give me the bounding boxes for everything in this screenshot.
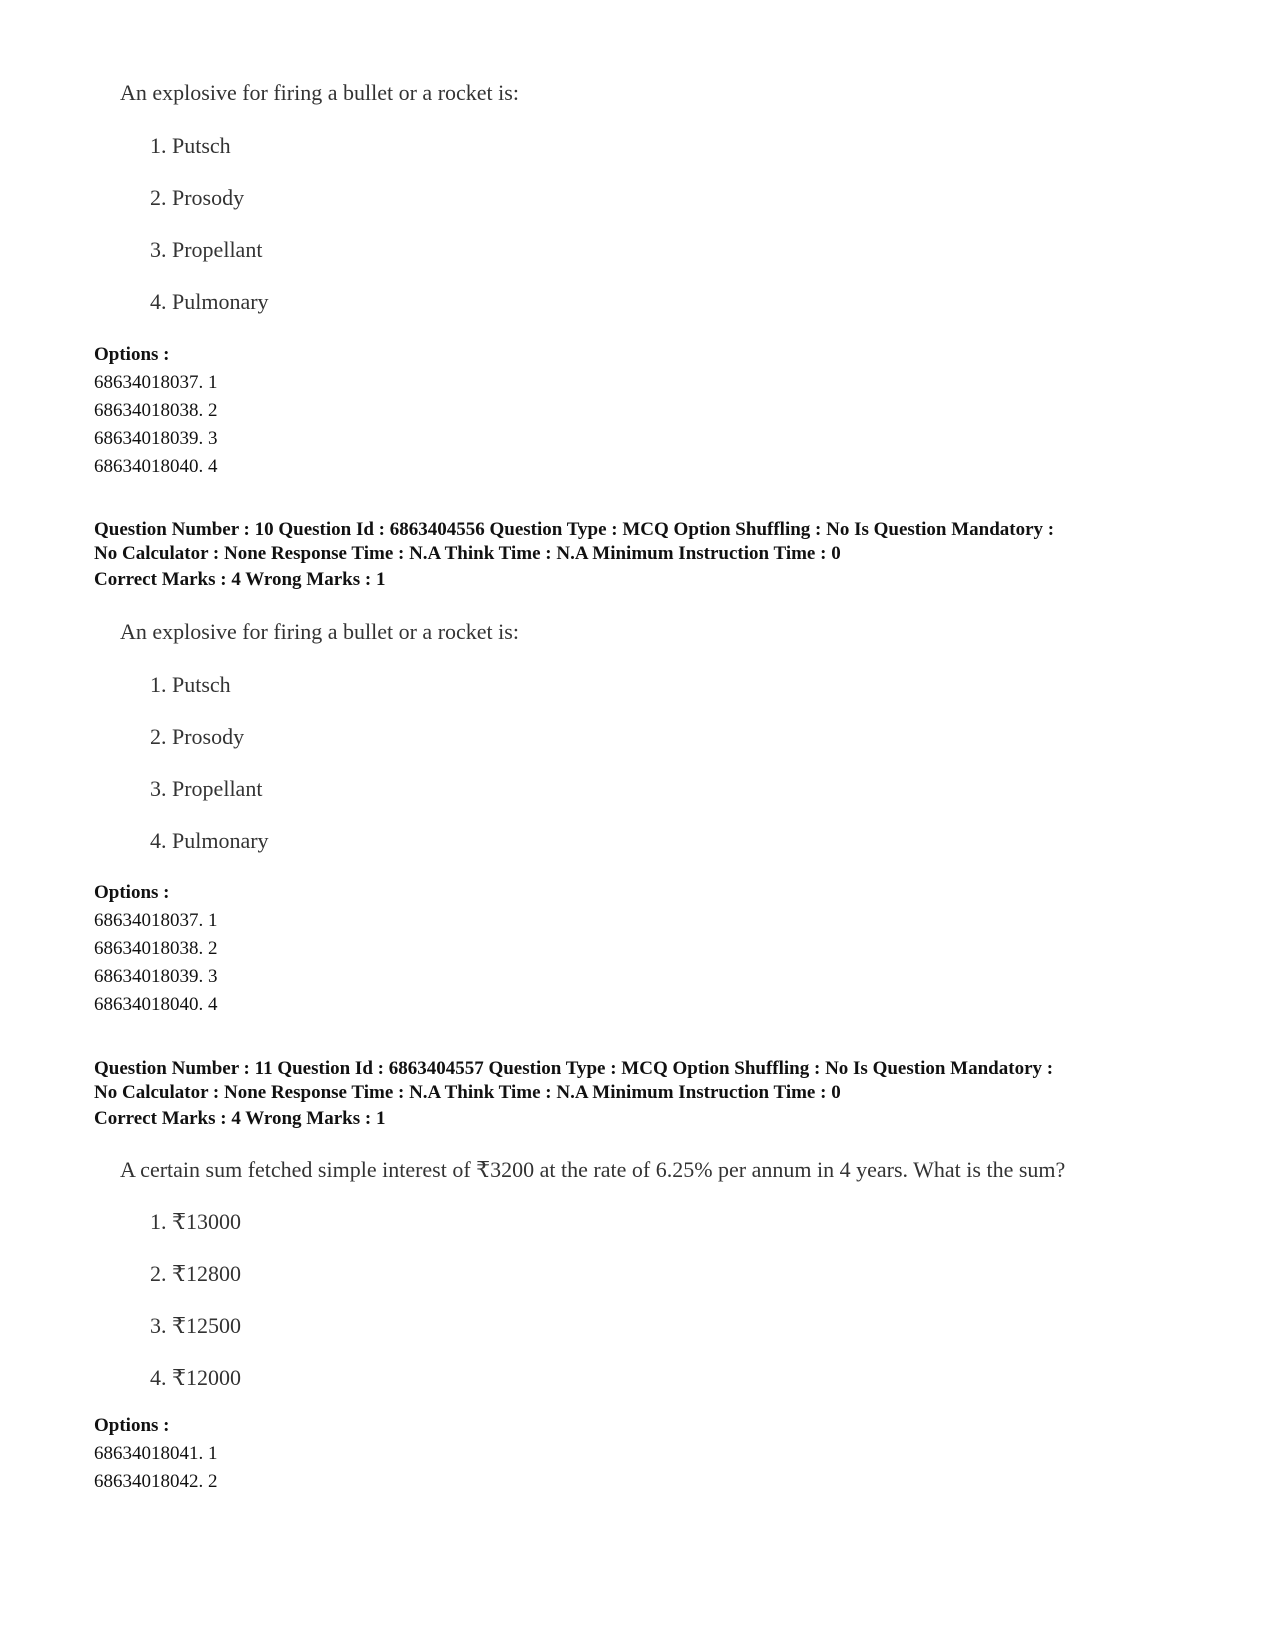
choice-2: 2. Prosody — [150, 185, 245, 210]
question-meta-line2: No Calculator : None Response Time : N.A Think Time : N.A Minimum Instruction Time : 0 — [94, 543, 841, 564]
choice-4: 4. Pulmonary — [150, 828, 269, 853]
question-meta-line1: Question Number : 11 Question Id : 6863404557 Question Type : MCQ Option Shuffling : No Is Question Mandatory : — [94, 1058, 1054, 1079]
choice-3: 3. Propellant — [150, 776, 263, 801]
option-code-2: 68634018038. 2 — [94, 400, 218, 421]
choice-1: 1. Putsch — [150, 133, 231, 158]
option-code-2: 68634018042. 2 — [94, 1471, 218, 1492]
choice-1: 1. ₹13000 — [150, 1209, 241, 1234]
question-text: An explosive for firing a bullet or a rocket is: — [120, 619, 519, 644]
option-code-4: 68634018040. 4 — [94, 456, 218, 477]
option-code-2: 68634018038. 2 — [94, 938, 218, 959]
option-code-4: 68634018040. 4 — [94, 994, 218, 1015]
option-code-1: 68634018041. 1 — [94, 1443, 218, 1464]
choice-2: 2. ₹12800 — [150, 1261, 241, 1286]
question-meta-line1: Question Number : 10 Question Id : 6863404556 Question Type : MCQ Option Shuffling : No Is Question Mandatory : — [94, 519, 1055, 540]
options-label: Options : — [94, 1415, 170, 1436]
question-text: An explosive for firing a bullet or a rocket is: — [120, 80, 519, 105]
option-code-1: 68634018037. 1 — [94, 372, 218, 393]
option-code-1: 68634018037. 1 — [94, 910, 218, 931]
question-marks: Correct Marks : 4 Wrong Marks : 1 — [94, 1108, 386, 1129]
options-label: Options : — [94, 882, 170, 903]
options-label: Options : — [94, 344, 170, 365]
choice-1: 1. Putsch — [150, 672, 231, 697]
question-meta-line2: No Calculator : None Response Time : N.A Think Time : N.A Minimum Instruction Time : 0 — [94, 1082, 841, 1103]
choice-3: 3. Propellant — [150, 237, 263, 262]
option-code-3: 68634018039. 3 — [94, 966, 218, 987]
option-code-3: 68634018039. 3 — [94, 428, 218, 449]
choice-3: 3. ₹12500 — [150, 1313, 241, 1338]
question-marks: Correct Marks : 4 Wrong Marks : 1 — [94, 569, 386, 590]
choice-2: 2. Prosody — [150, 724, 245, 749]
question-text: A certain sum fetched simple interest of ₹3200 at the rate of 6.25% per annum in 4 years. What is the sum? — [120, 1157, 1066, 1182]
choice-4: 4. Pulmonary — [150, 289, 269, 314]
choice-4: 4. ₹12000 — [150, 1365, 241, 1390]
